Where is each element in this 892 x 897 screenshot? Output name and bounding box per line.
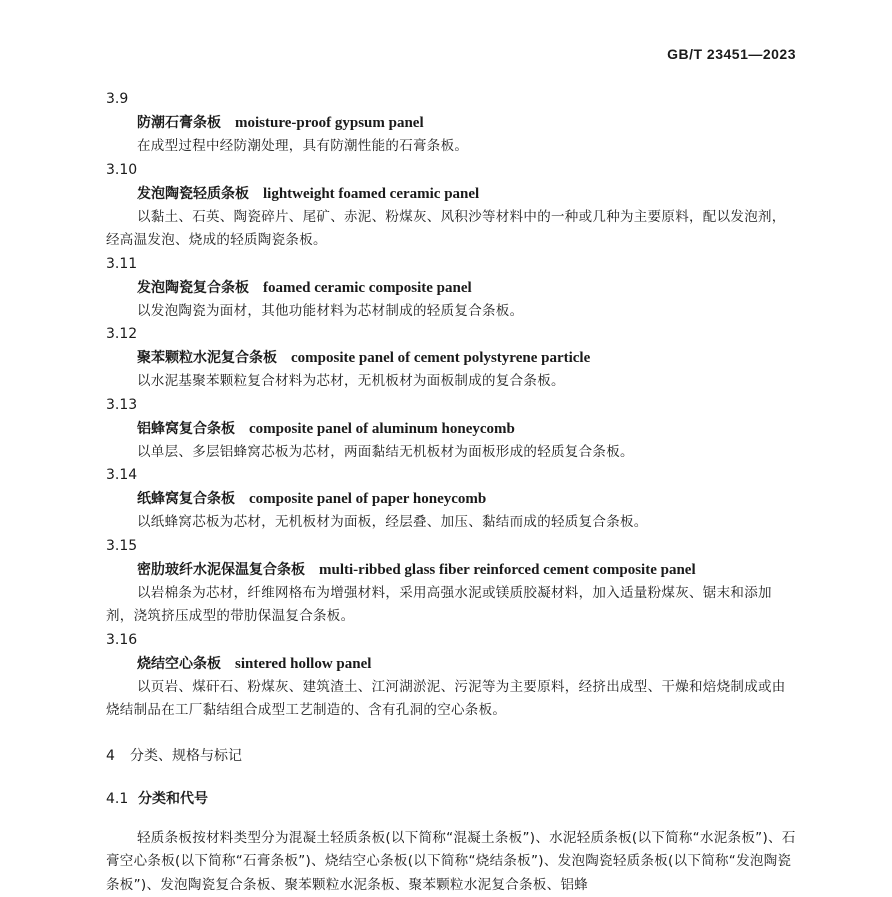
term-entry [106,159,796,253]
section-title: 分类、规格与标记 [130,748,242,764]
term-en: composite panel of paper honeycomb [249,491,486,507]
term-zh: 纸蜂窝复合条板 [137,491,235,507]
term-definition: 以单层、多层铝蜂窝芯板为芯材，两面黏结无机板材为面板形成的轻质复合条板。 [106,441,796,465]
term-entry [106,253,796,324]
term-heading [137,417,796,441]
term-number: 3.9 [106,88,796,111]
term-en: composite panel of aluminum honeycomb [249,421,515,437]
term-heading [137,652,796,676]
standard-number: GB/T 23451—2023 [667,46,796,62]
term-entry [106,88,796,159]
term-definition: 以纸蜂窝芯板为芯材，无机板材为面板，经层叠、加压、黏结而成的轻质复合条板。 [106,511,796,535]
term-en: lightweight foamed ceramic panel [263,186,479,202]
term-definition: 以发泡陶瓷为面材，其他功能材料为芯材制成的轻质复合条板。 [106,300,796,324]
term-entry [106,464,796,535]
term-zh: 防潮石膏条板 [137,115,221,131]
term-number: 3.15 [106,535,796,558]
term-zh: 烧结空心条板 [137,656,221,672]
term-entry [106,629,796,723]
term-number: 3.16 [106,629,796,652]
term-zh: 铝蜂窝复合条板 [137,421,235,437]
term-definition: 以岩棉条为芯材，纤维网格布为增强材料，采用高强水泥或镁质胶凝材料，加入适量粉煤灰、锯末和添加剂，浇筑挤压成型的带肋保温复合条板。 [106,582,796,629]
term-en: moisture-proof gypsum panel [235,115,424,131]
term-heading [137,111,796,135]
body-paragraph: 轻质条板按材料类型分为混凝土轻质条板(以下简称“混凝土条板”)、水泥轻质条板(以下简称“水泥条板”)、石膏空心条板(以下简称“石膏条板”)、烧结空心条板(以下简称“烧结条板”)、发泡陶瓷轻质条板(以下简称“发泡陶瓷条板”)、发泡陶瓷复合条板、聚苯颗粒水泥条板、聚苯颗粒水泥复合条板、铝蜂 [106,827,796,897]
term-number: 3.12 [106,323,796,346]
section-heading [106,745,796,768]
term-number: 3.14 [106,464,796,487]
term-heading [137,182,796,206]
term-definition: 以页岩、煤矸石、粉煤灰、建筑渣土、江河湖淤泥、污泥等为主要原料，经挤出成型、干燥和焙烧制成或由烧结制品在工厂黏结组合成型工艺制造的、含有孔洞的空心条板。 [106,676,796,723]
term-en: multi-ribbed glass fiber reinforced cement composite panel [319,562,696,578]
term-number: 3.10 [106,159,796,182]
subsection-number: 4.1 [106,788,138,811]
term-entry [106,394,796,465]
term-definition: 以黏土、石英、陶瓷碎片、尾矿、赤泥、粉煤灰、风积沙等材料中的一种或几种为主要原料，配以发泡剂，经高温发泡、烧成的轻质陶瓷条板。 [106,206,796,253]
term-en: sintered hollow panel [235,656,371,672]
term-entry [106,535,796,629]
term-en: foamed ceramic composite panel [263,280,472,296]
term-number: 3.11 [106,253,796,276]
term-heading [137,346,796,370]
section-number: 4 [106,745,130,768]
term-heading [137,487,796,511]
subsection-title: 分类和代号 [138,791,208,807]
term-en: composite panel of cement polystyrene particle [291,350,590,366]
term-zh: 聚苯颗粒水泥复合条板 [137,350,277,366]
term-definition: 以水泥基聚苯颗粒复合材料为芯材，无机板材为面板制成的复合条板。 [106,370,796,394]
term-zh: 发泡陶瓷轻质条板 [137,186,249,202]
term-zh: 密肋玻纤水泥保温复合条板 [137,562,305,578]
subsection-heading [106,788,796,811]
term-entry [106,323,796,394]
term-heading [137,558,796,582]
term-number: 3.13 [106,394,796,417]
term-zh: 发泡陶瓷复合条板 [137,280,249,296]
term-heading [137,276,796,300]
document-body [106,88,796,897]
term-definition: 在成型过程中经防潮处理，具有防潮性能的石膏条板。 [106,135,796,159]
